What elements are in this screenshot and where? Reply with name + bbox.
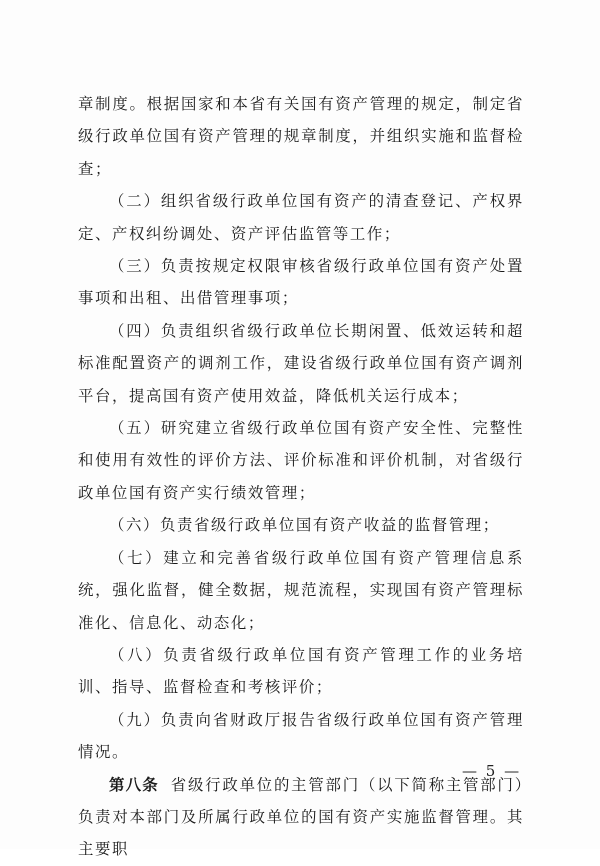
- article-text: 省级行政单位的主管部门（以下简称主管部门）负责对本部门及所属行政单位的国有资产实施监督管理。其主要职: [78, 775, 524, 859]
- paragraph-7: （八）负责省级行政单位国有资产管理工作的业务培训、指导、监督检查和考核评价；: [78, 645, 524, 697]
- article-paragraph: [78, 769, 524, 866]
- paragraph-5: （六）负责省级行政单位国有资产收益的监督管理；: [109, 516, 500, 535]
- paragraph-0: 章制度。根据国家和本省有关国有资产管理的规定，制定省级行政单位国有资产管理的规章制度，并组织实施和监督检查；: [78, 95, 524, 178]
- paragraph-1: （二）组织省级行政单位国有资产的清查登记、产权界定、产权纠纷调处、资产评估监管等工作；: [78, 192, 524, 243]
- paragraph-4: （五）研究建立省级行政单位国有资产安全性、完整性和使用有效性的评价方法、评价标准和评价机制，对省级行政单位国有资产实行绩效管理；: [78, 419, 524, 502]
- paragraph-3: （四）负责组织省级行政单位长期闲置、低效运转和超标准配置资产的调剂工作，建设省级行政单位国有资产调剂平台，提高国有资产使用效益，降低机关运行成本；: [78, 321, 524, 405]
- paragraph-2: （三）负责按规定权限审核省级行政单位国有资产处置事项和出租、出借管理事项；: [78, 257, 524, 308]
- paragraph-8: （九）负责向省财政厅报告省级行政单位国有资产管理情况。: [78, 710, 524, 762]
- article-number: 第八条: [109, 775, 159, 794]
- document-body: [78, 88, 524, 866]
- page-number: — 5 —: [462, 762, 522, 780]
- paragraph-6: （七）建立和完善省级行政单位国有资产管理信息系统，强化监督，健全数据，规范流程，实现国有资产管理标准化、信息化、动态化；: [78, 548, 524, 632]
